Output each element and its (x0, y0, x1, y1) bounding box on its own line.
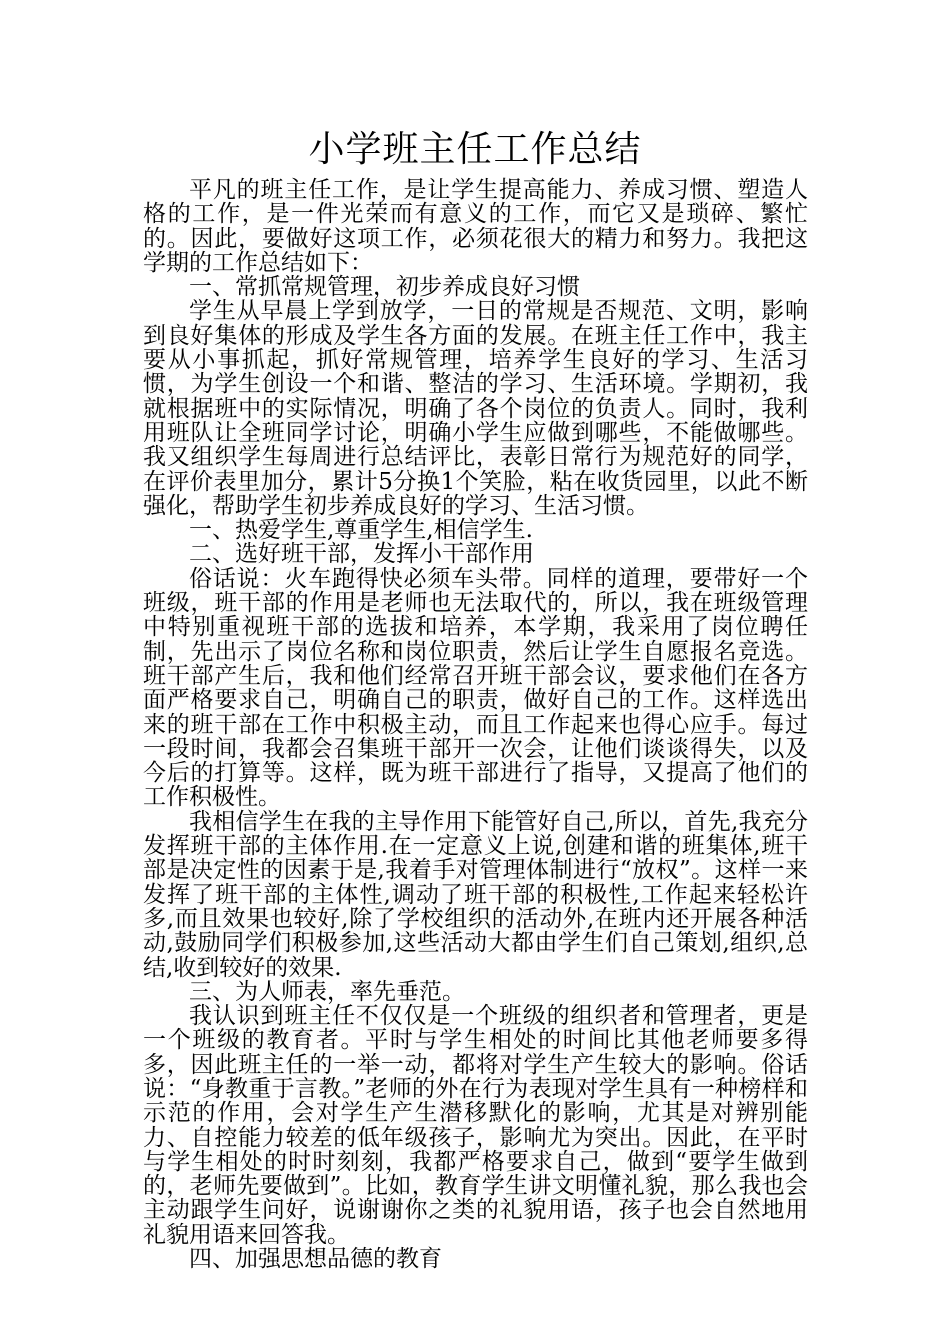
section-heading-4: 四、加强思想品德的教育 (189, 1246, 442, 1273)
body-paragraph: 我相信学生在我的主导作用下能管好自己,所以，首先,我充分发挥班干部的主体作用.在一定意义上说,创建和谐的班集体,班干部是决定性的因素于是,我着手对管理体制进行“放权”。这样一来发挥了班干部的主体性,调动了班干部的积极性,工作起来轻松许多,而且效果也较好,除了学校组织的活动外,在班内还开展各种活动,鼓励同学们积极参加,这些活动大都由学生们自己策划,组织,总结,收到较好的效果. (143, 808, 808, 981)
intro-paragraph: 平凡的班主任工作，是让学生提高能力、养成习惯、塑造人格的工作，是一件光荣而有意义的工作，而它又是琐碎、繁忙的。因此，要做好这项工作，必须花很大的精力和努力。我把这学期的工作总结如下： (143, 177, 808, 276)
document-body (143, 178, 808, 1271)
section-heading-1: 一、常抓常规管理，初步养成良好习惯 (189, 274, 580, 301)
body-paragraph: 俗话说：火车跑得快必须车头带。同样的道理，要带好一个班级，班干部的作用是老师也无法取代的，所以，我在班级管理中特别重视班干部的选拔和培养，本学期，我采用了岗位聘任制，先出示了岗位名称和岗位职责，然后让学生自愿报名竞选。班干部产生后，我和他们经常召开班干部会议，要求他们在各方面严格要求自己，明确自己的职责，做好自己的工作。这样选出来的班干部在工作中积极主动，而且工作起来也得心应手。每过一段时间，我都会召集班干部开一次会，让他们谈谈得失，以及今后的打算等。这样，既为班干部进行了指导，又提高了他们的工作积极性。 (143, 565, 808, 811)
body-paragraph: 我认识到班主任不仅仅是一个班级的组织者和管理者，更是一个班级的教育者。平时与学生相处的时间比其他老师要多得多，因此班主任的一举一动，都将对学生产生较大的影响。俗话说：“身教重于言教。”老师的外在行为表现对学生具有一种榜样和示范的作用，会对学生产生潜移默化的影响，尤其是对辨别能力、自控能力较差的低年级孩子，影响尤为突出。因此，在平时与学生相处的时时刻刻，我都严格要求自己，做到“要学生做到的，老师先要做到”。比如，教育学生讲文明懂礼貌，那么我也会主动跟学生问好，说谢谢你之类的礼貌用语，孩子也会自然地用礼貌用语来回答我。 (143, 1003, 808, 1248)
section-heading-3: 三、为人师表，率先垂范。 (189, 978, 465, 1005)
document-title: 小学班主任工作总结 (308, 129, 642, 170)
section-heading-1b: 一、热爱学生,尊重学生,相信学生. (189, 517, 533, 544)
section-heading-2: 二、选好班干部，发挥小干部作用 (189, 541, 534, 568)
body-paragraph: 学生从早晨上学到放学，一日的常规是否规范、文明，影响到良好集体的形成及学生各方面的发展。在班主任工作中，我主要从小事抓起，抓好常规管理，培养学生良好的学习、生活习惯，为学生创设一个和谐、整洁的学习、生活环境。学期初，我就根据班中的实际情况，明确了各个岗位的负责人。同时，我利用班队让全班同学讨论，明确小学生应做到哪些，不能做哪些。我又组织学生每周进行总结评比，表彰日常行为规范好的同学，在评价表里加分，累计5分换1个笑脸，粘在收货园里，以此不断强化，帮助学生初步养成良好的学习、生活习惯。 (143, 298, 808, 519)
